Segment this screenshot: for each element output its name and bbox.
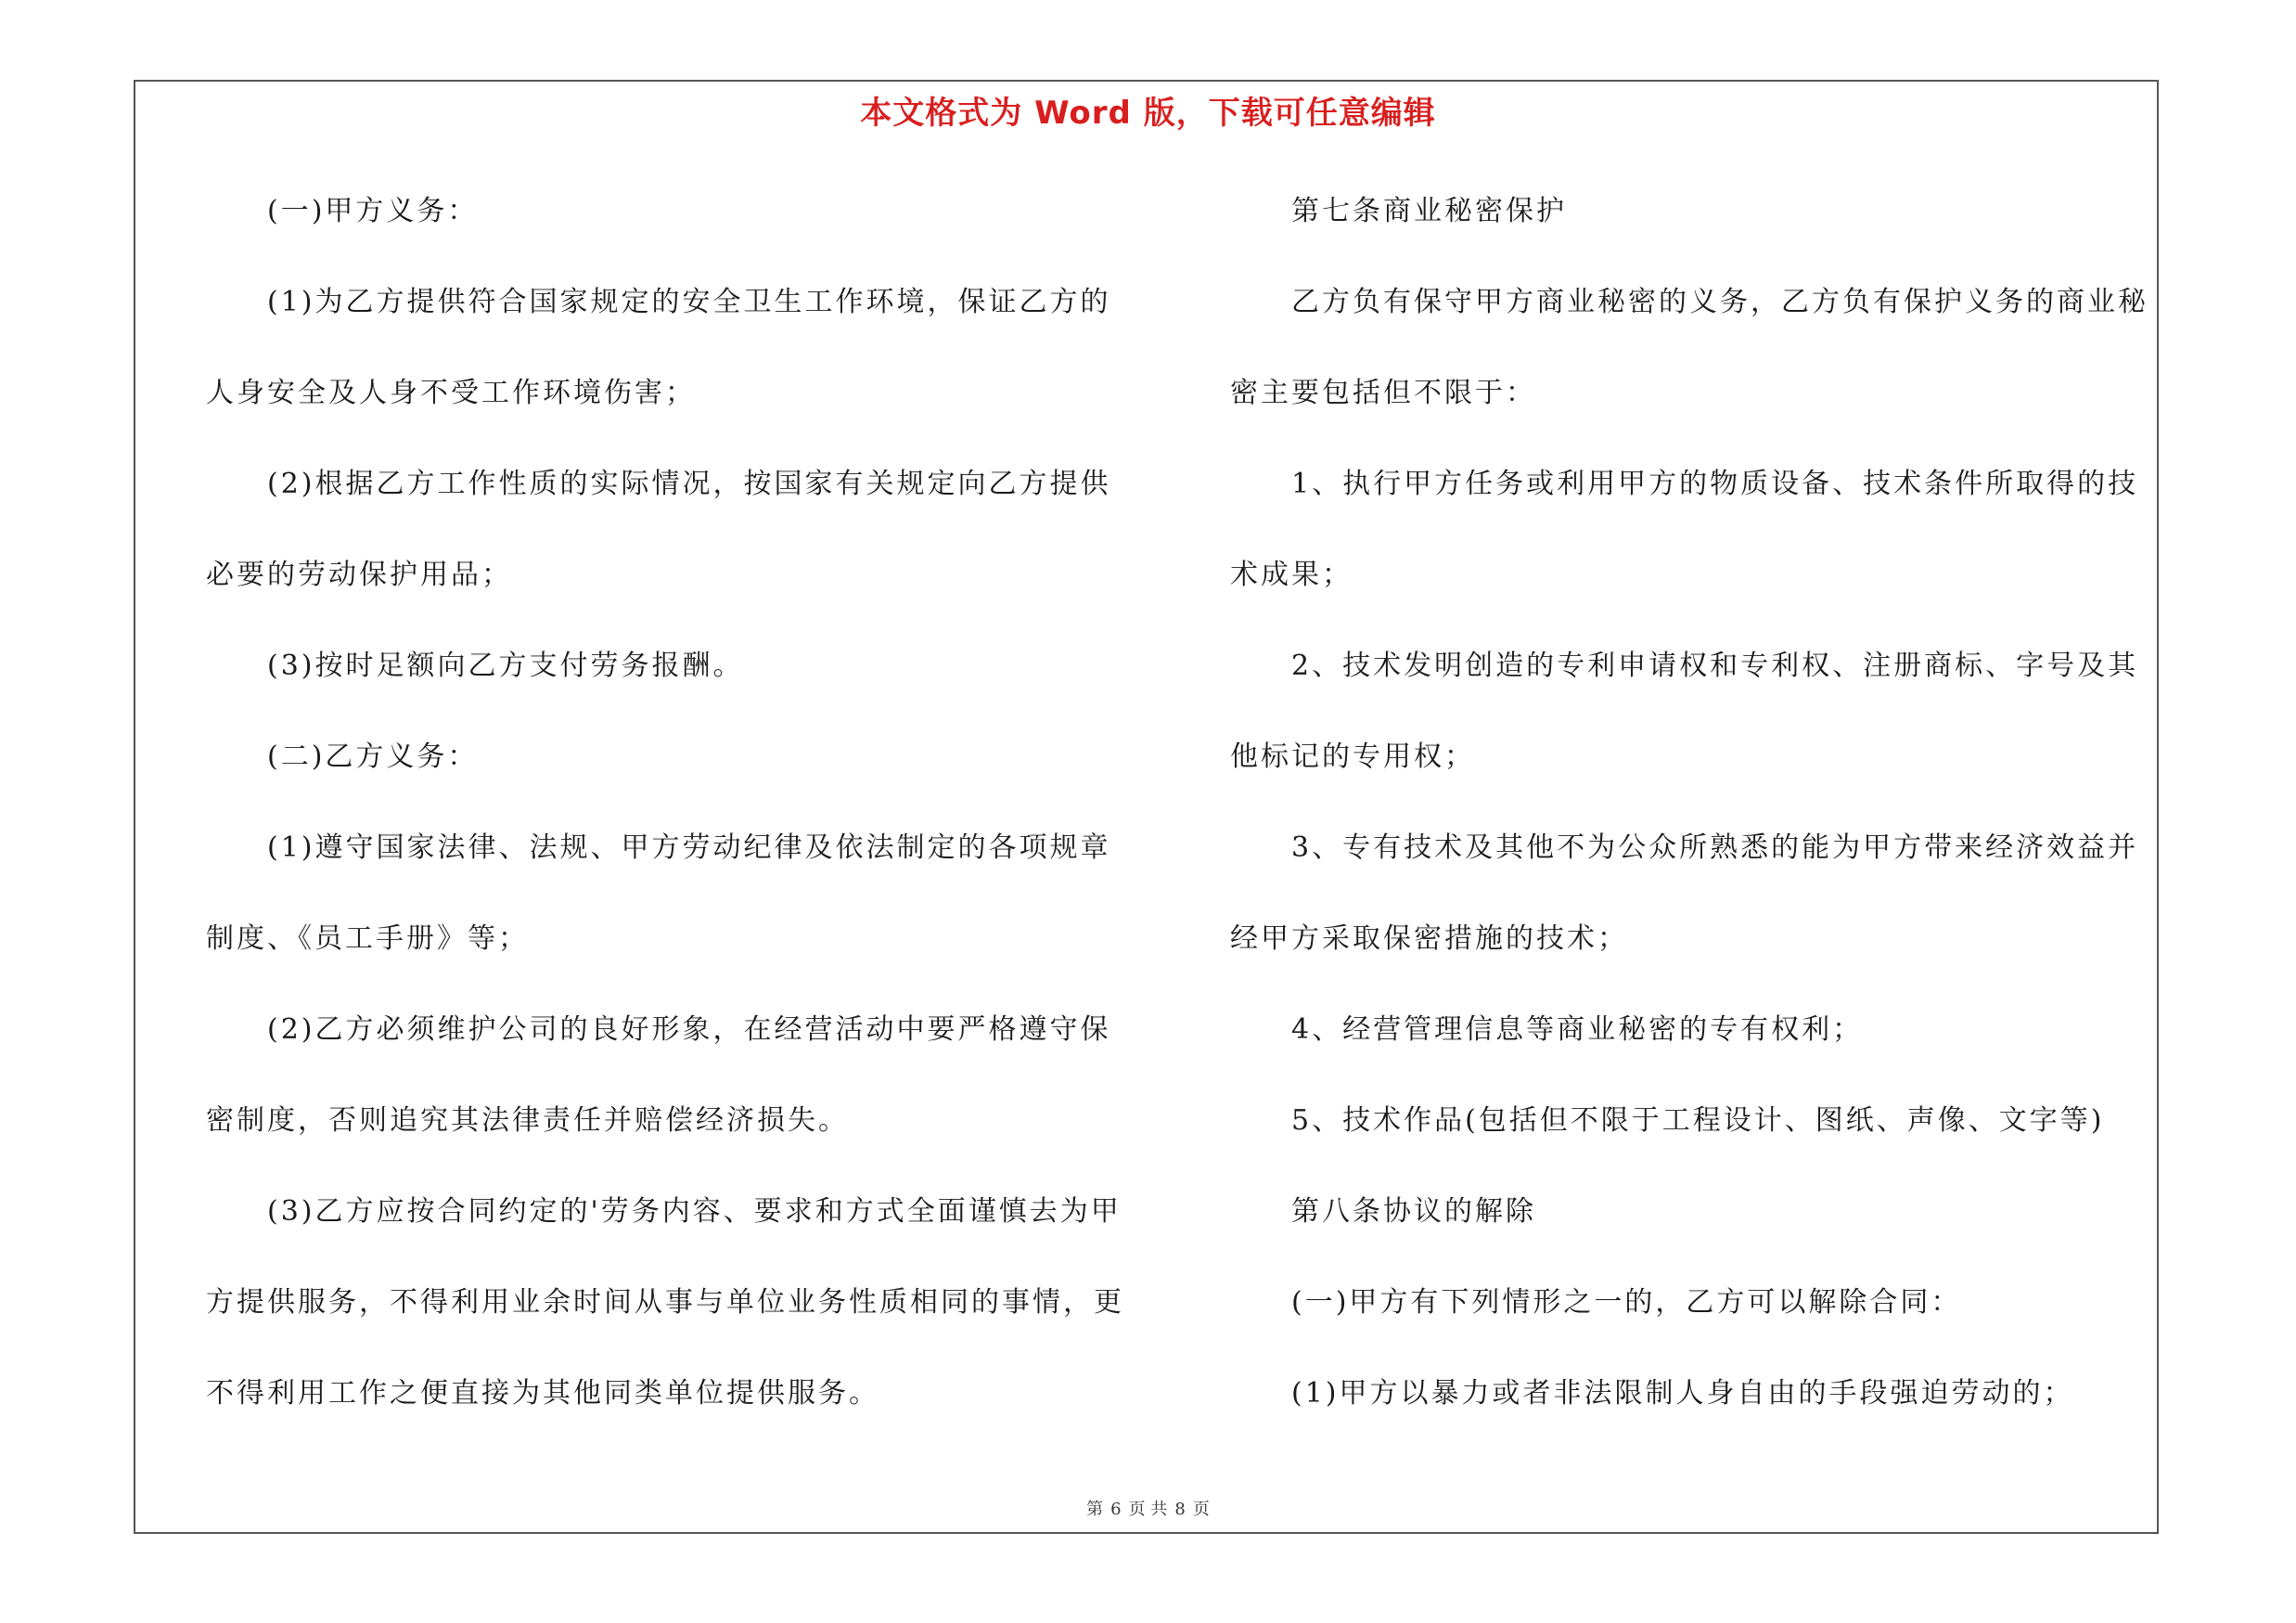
footer-prefix: 第 xyxy=(1086,1500,1104,1519)
left-column-line: (2)根据乙方工作性质的实际情况，按国家有关规定向乙方提供 xyxy=(267,468,1111,500)
footer-total-pages: 8 xyxy=(1174,1500,1186,1519)
left-column-line: (一)甲方义务： xyxy=(267,195,479,227)
right-column-line: 他标记的专用权； xyxy=(1230,741,1475,773)
right-column-line: 经甲方采取保密措施的技术； xyxy=(1230,922,1628,955)
left-column-line: (1)遵守国家法律、法规、甲方劳动纪律及依法制定的各项规章 xyxy=(267,831,1111,864)
right-column-line: 5、技术作品(包括但不限于工程设计、图纸、声像、文字等) xyxy=(1291,1104,2105,1137)
format-banner: 本文格式为 Word 版，下载可任意编辑 xyxy=(860,95,1436,132)
left-column-line: (3)乙方应按合同约定的'劳务内容、要求和方式全面谨慎去为甲 xyxy=(267,1195,1122,1228)
right-column-line: 第七条商业秘密保护 xyxy=(1291,195,1567,227)
footer-suffix: 页 xyxy=(1192,1500,1210,1519)
page-footer xyxy=(0,1496,2296,1520)
right-column-line: 术成果； xyxy=(1230,559,1353,591)
left-column-line: 制度、《员工手册》等； xyxy=(206,922,529,955)
left-column-line: (2)乙方必须维护公司的良好形象，在经营活动中要严格遵守保 xyxy=(267,1013,1111,1046)
right-column-line: 第八条协议的解除 xyxy=(1291,1195,1536,1228)
left-column-line: (3)按时足额向乙方支付劳务报酬。 xyxy=(267,650,744,682)
right-column-line: (一)甲方有下列情形之一的，乙方可以解除合同： xyxy=(1291,1286,1962,1319)
right-column xyxy=(1230,182,2148,1455)
left-column-line: 密制度，否则追究其法律责任并赔偿经济损失。 xyxy=(206,1104,849,1137)
right-column-line: 乙方负有保守甲方商业秘密的义务，乙方负有保护义务的商业秘 xyxy=(1291,286,2148,318)
left-column-line: 不得利用工作之便直接为其他同类单位提供服务。 xyxy=(206,1377,879,1410)
left-column-line: 方提供服务，不得利用业余时间从事与单位业务性质相同的事情，更 xyxy=(206,1286,1124,1319)
right-column-line: 2、技术发明创造的专利申请权和专利权、注册商标、字号及其 xyxy=(1291,650,2139,682)
footer-current-page: 6 xyxy=(1110,1500,1122,1519)
right-column-line: 4、经营管理信息等商业秘密的专有权利； xyxy=(1291,1013,1864,1046)
right-column-line: 1、执行甲方任务或利用甲方的物质设备、技术条件所取得的技 xyxy=(1291,468,2139,500)
footer-middle: 页 共 xyxy=(1128,1500,1168,1519)
left-column xyxy=(206,182,1124,1455)
left-column-line: (1)为乙方提供符合国家规定的安全卫生工作环境，保证乙方的 xyxy=(267,286,1111,318)
left-column-line: 必要的劳动保护用品； xyxy=(206,559,512,591)
left-column-line: 人身安全及人身不受工作环境伤害； xyxy=(206,377,696,409)
left-column-line: (二)乙方义务： xyxy=(267,741,479,773)
right-column-line: (1)甲方以暴力或者非法限制人身自由的手段强迫劳动的； xyxy=(1291,1377,2074,1410)
right-column-line: 3、专有技术及其他不为公众所熟悉的能为甲方带来经济效益并 xyxy=(1291,831,2139,864)
right-column-line: 密主要包括但不限于： xyxy=(1230,377,1536,409)
